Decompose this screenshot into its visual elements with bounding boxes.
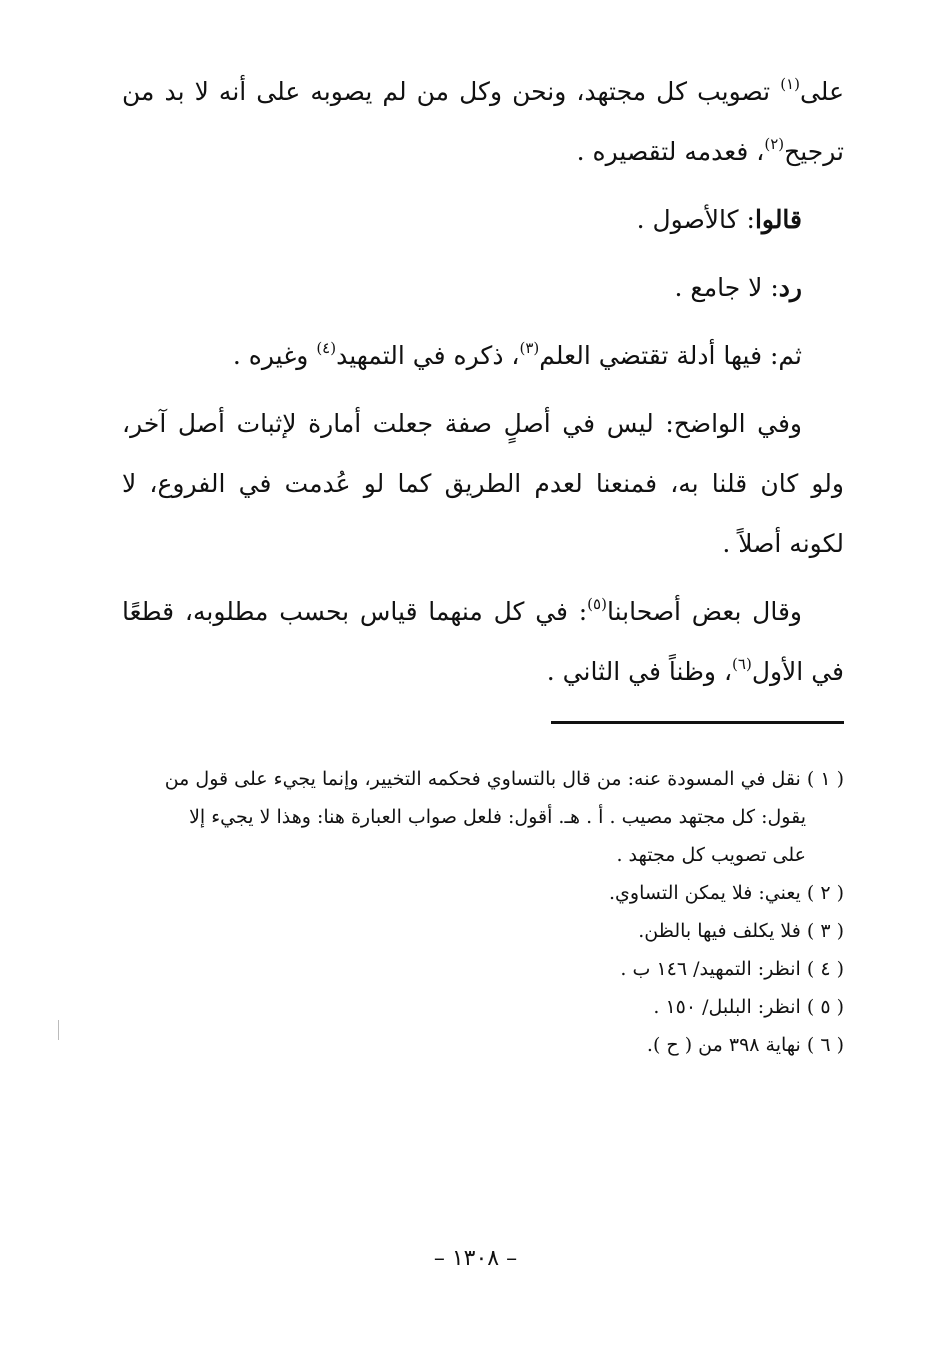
footnote-ref-3: (٣) xyxy=(519,339,540,357)
footnote-ref-4: (٤) xyxy=(316,339,337,357)
footnotes-section xyxy=(122,760,844,1064)
paragraph-1 xyxy=(122,62,844,182)
footnote-1-line-1: ( ١ ) نقل في المسودة عنه: من قال بالتساوي فحكمه التخيير، وإنما يجيء على قول من xyxy=(164,768,844,790)
paragraph-4 xyxy=(122,326,844,386)
paragraph-4-text-b: ، ذكره في التمهيد xyxy=(336,341,520,370)
paragraph-1-text-a: على xyxy=(799,77,844,106)
paragraph-6-text-a: وقال بعض أصحابنا xyxy=(606,597,802,626)
paragraph-3 xyxy=(122,258,844,318)
footnote-3: ( ٣ ) فلا يكلف فيها بالظن. xyxy=(638,920,844,942)
footnote-4: ( ٤ ) انظر: التمهيد/ ١٤٦ ب . xyxy=(620,958,844,980)
footnote-ref-2: (٢) xyxy=(764,135,785,153)
footnote-6: ( ٦ ) نهاية ٣٩٨ من ( ح ). xyxy=(646,1034,844,1056)
footnote-2: ( ٢ ) يعني: فلا يمكن التساوي. xyxy=(609,882,844,904)
paragraph-1-text-b: تصويب كل مجتهد، ونحن وكل من لم يصوبه على أنه لا بد من ترجيح xyxy=(122,77,844,166)
paragraph-6-text-b: : في كل منهما قياس بحسب مطلوبه، قطعًا في الأول xyxy=(122,597,844,686)
footnote-separator-rule xyxy=(551,721,844,724)
paragraph-6 xyxy=(122,582,844,702)
page-number: – ١٣٠٨ – xyxy=(433,1246,518,1271)
paragraph-1-text-c: ، فعدمه لتقصيره . xyxy=(576,137,765,166)
paragraph-5-text: وفي الواضح: ليس في أصلٍ صفة جعلت أمارة لإثبات أصل آخر، ولو كان قلنا به، فمنعنا لعدم الطريق كما لو عُدمت في الفروع، لا لكونه أصلاً . xyxy=(122,409,844,558)
footnote-ref-5: (٥) xyxy=(587,595,607,613)
paragraph-5 xyxy=(122,394,844,574)
footnote-1-line-3: على تصويب كل مجتهد . xyxy=(616,844,806,866)
paragraph-6-text-c: ، وظناً في الثاني . xyxy=(546,657,733,686)
footnote-1-line-2: يقول: كل مجتهد مصيب . أ . هـ. أقول: فلعل صواب العبارة هنا: وهذا لا يجيء إلا xyxy=(189,806,806,828)
paragraph-2-lead: قالوا xyxy=(754,205,802,234)
paragraph-4-text-a: ثم: فيها أدلة تقتضي العلم xyxy=(539,341,802,370)
margin-mark xyxy=(58,1020,59,1040)
footnote-ref-6: (٦) xyxy=(732,655,752,673)
main-text xyxy=(122,62,844,710)
paragraph-3-rest: : لا جامع . xyxy=(674,273,779,302)
paragraph-3-lead: رد xyxy=(778,273,802,302)
paragraph-4-text-c: وغيره . xyxy=(232,341,317,370)
footnote-5: ( ٥ ) انظر: البلبل/ ١٥٠ . xyxy=(653,996,844,1018)
footnote-ref-1: (١) xyxy=(780,75,800,93)
paragraph-2 xyxy=(122,190,844,250)
paragraph-2-rest: : كالأصول . xyxy=(636,205,755,234)
